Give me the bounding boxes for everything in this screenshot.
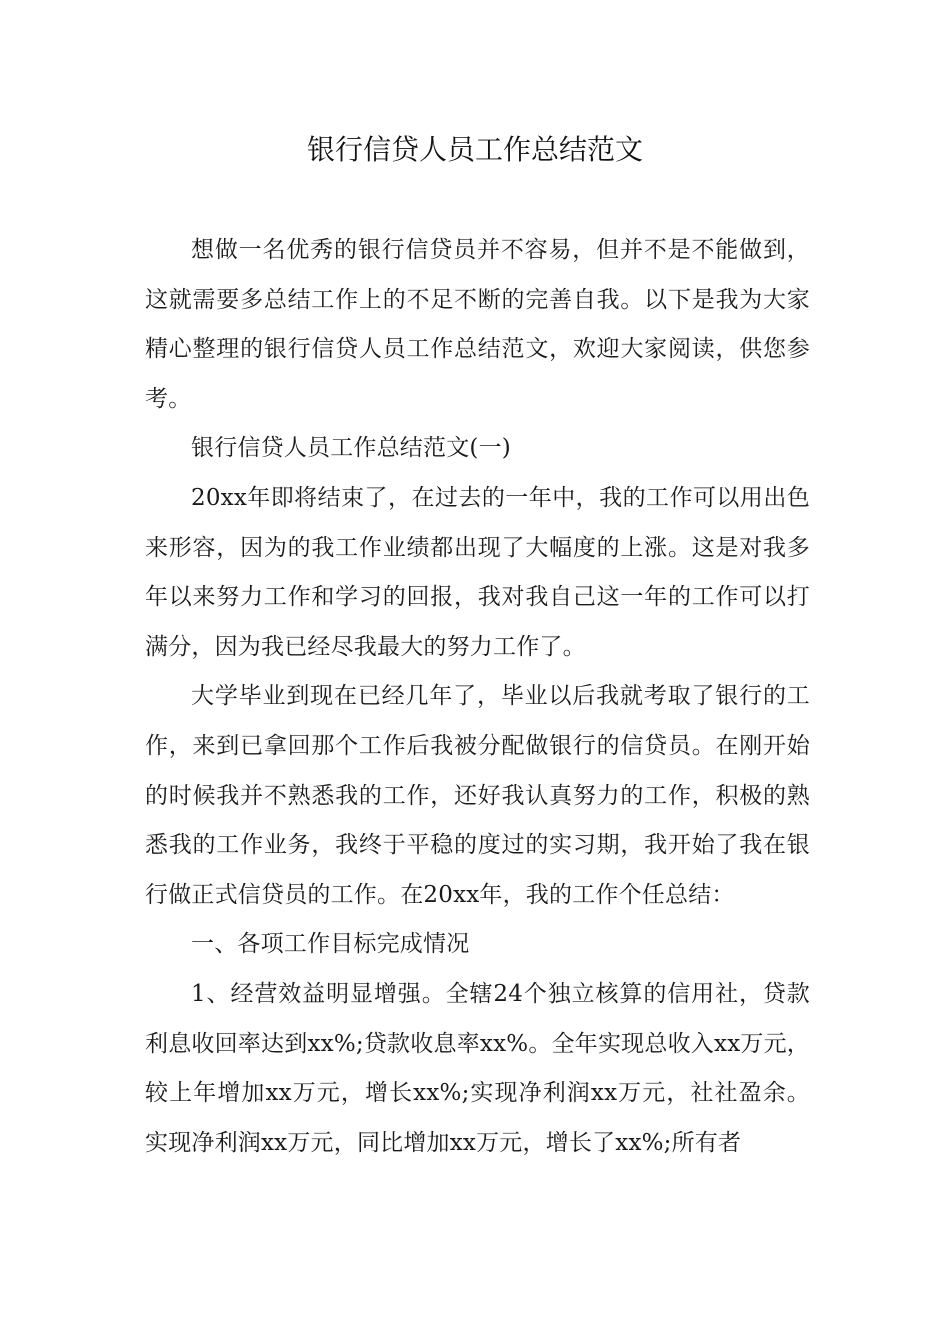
intro-paragraph: 想做一名优秀的银行信贷员并不容易，但并不是不能做到，这就需要多总结工作上的不足不断的完善自我。以下是我为大家精心整理的银行信贷人员工作总结范文，欢迎大家阅读，供您参考。	[145, 237, 810, 412]
body-paragraph: 1、经营效益明显增强。全辖24个独立核算的信用社，贷款利息收回率达到xx%;贷款收息率xx%。全年实现总收入xx万元，较上年增加xx万元，增长xx%;实现净利润xx万元，社社盈余。实现净利润xx万元，同比增加xx万元，增长了xx%;所有者	[145, 980, 810, 1156]
document-body	[145, 226, 810, 1168]
document-title: 银行信贷人员工作总结范文	[306, 133, 643, 166]
subsection-heading: 一、各项工作目标完成情况	[191, 931, 470, 958]
body-paragraph: 大学毕业到现在已经几年了，毕业以后我就考取了银行的工作，来到已拿回那个工作后我被分配做银行的信贷员。在刚开始的时候我并不熟悉我的工作，还好我认真努力的工作，积极的熟悉我的工作业务，我终于平稳的度过的实习期，我开始了我在银行做正式信贷员的工作。在20xx年，我的工作个任总结：	[145, 683, 810, 908]
section-heading: 银行信贷人员工作总结范文(一)	[191, 435, 511, 462]
body-paragraph: 20xx年即将结束了，在过去的一年中，我的工作可以用出色来形容，因为的我工作业绩都出现了大幅度的上涨。这是对我多年以来努力工作和学习的回报，我对我自己这一年的工作可以打满分，因为我已经尽我最大的努力工作了。	[145, 484, 810, 660]
